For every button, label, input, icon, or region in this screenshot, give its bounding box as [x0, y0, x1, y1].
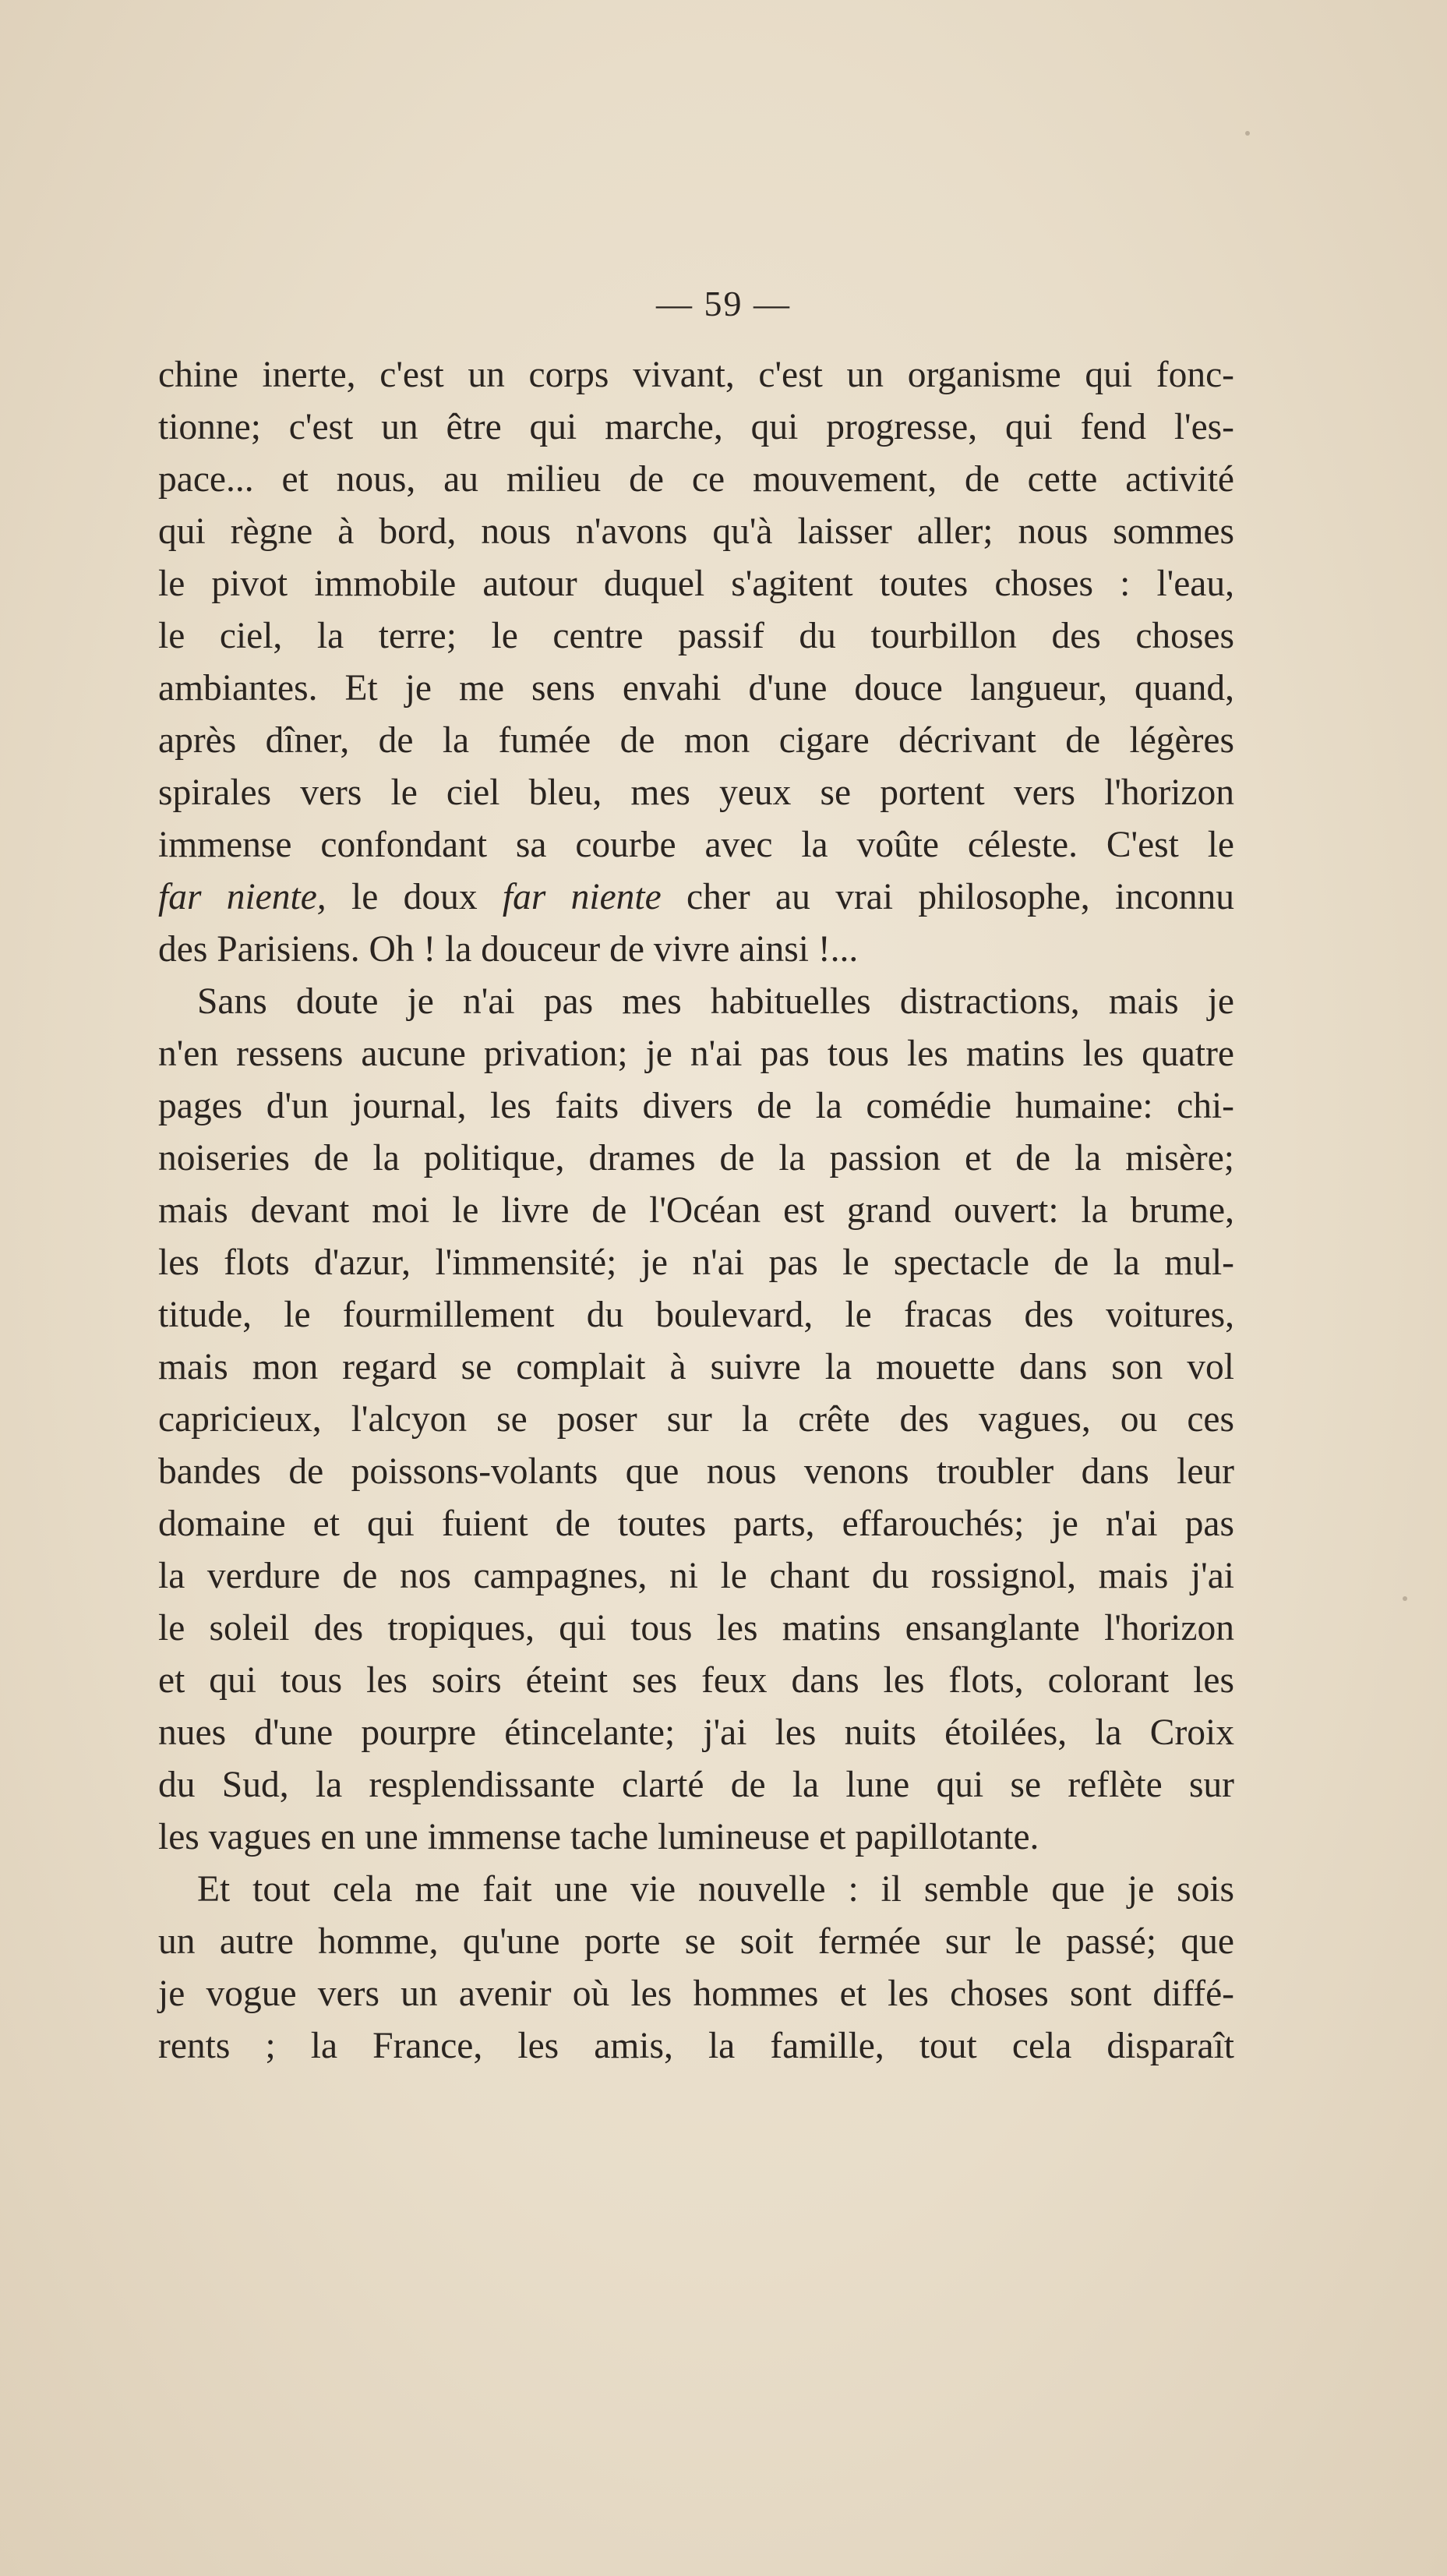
text-line: capricieux, l'alcyon se poser sur la crête des vagues, ou ces: [158, 1399, 1234, 1440]
body-text: [158, 349, 1234, 2072]
text-line: les vagues en une immense tache lumineuse et papillotante.: [158, 1817, 1039, 1857]
text-line: un autre homme, qu'une porte se soit fermée sur le passé; que: [158, 1921, 1234, 1962]
text-line: ambiantes. Et je me sens envahi d'une douce langueur, quand,: [158, 668, 1234, 708]
text-fragment: cher au vrai philosophe, inconnu: [661, 877, 1235, 917]
italic-phrase: far niente,: [158, 877, 326, 917]
text-line: spirales vers le ciel bleu, mes yeux se portent vers l'horizon: [158, 772, 1234, 813]
text-line: pace... et nous, au milieu de ce mouvement, de cette activité: [158, 459, 1234, 500]
text-line: n'en ressens aucune privation; je n'ai pas tous les matins les quatre: [158, 1034, 1234, 1074]
text-line: mais mon regard se complait à suivre la mouette dans son vol: [158, 1347, 1234, 1387]
text-line: le ciel, la terre; le centre passif du tourbillon des choses: [158, 616, 1234, 656]
paper-speck: [1403, 1596, 1407, 1601]
text-line: je vogue vers un avenir où les hommes et les choses sont diffé-: [158, 1974, 1234, 2014]
text-line: pages d'un journal, les faits divers de la comédie humaine: chi-: [158, 1086, 1234, 1126]
text-line: qui règne à bord, nous n'avons qu'à laisser aller; nous sommes: [158, 511, 1234, 552]
text-line: les flots d'azur, l'immensité; je n'ai pas le spectacle de la mul-: [158, 1242, 1234, 1283]
text-line: le pivot immobile autour duquel s'agitent toutes choses : l'eau,: [158, 564, 1234, 604]
text-line: titude, le fourmillement du boulevard, le fracas des voitures,: [158, 1295, 1234, 1335]
text-line: des Parisiens. Oh ! la douceur de vivre ainsi !...: [158, 929, 859, 970]
text-line: la verdure de nos campagnes, ni le chant du rossignol, mais j'ai: [158, 1556, 1234, 1596]
text-line: chine inerte, c'est un corps vivant, c'est un organisme qui fonc-: [158, 355, 1234, 395]
page-number: — 59 —: [656, 284, 791, 323]
italic-phrase: far niente: [502, 877, 662, 917]
paragraph-start-line: Et tout cela me fait une vie nouvelle : il semble que je sois: [197, 1869, 1234, 1910]
text-line: tionne; c'est un être qui marche, qui progresse, qui fend l'es-: [158, 407, 1234, 447]
text-line: rents ; la France, les amis, la famille, tout cela disparaît: [158, 2026, 1234, 2066]
text-line: domaine et qui fuient de toutes parts, effarouchés; je n'ai pas: [158, 1504, 1234, 1544]
text-line: [158, 871, 1234, 924]
text-line: après dîner, de la fumée de mon cigare décrivant de légères: [158, 720, 1234, 761]
text-line: du Sud, la resplendissante clarté de la lune qui se reflète sur: [158, 1765, 1234, 1805]
text-line: nues d'une pourpre étincelante; j'ai les nuits étoilées, la Croix: [158, 1712, 1234, 1753]
text-line: immense confondant sa courbe avec la voûte céleste. C'est le: [158, 825, 1234, 865]
text-fragment: le doux: [326, 877, 503, 917]
text-line: noiseries de la politique, drames de la passion et de la misère;: [158, 1138, 1234, 1178]
text-line: le soleil des tropiques, qui tous les matins ensanglante l'horizon: [158, 1608, 1234, 1648]
paper-speck: [1245, 131, 1250, 136]
text-line: mais devant moi le livre de l'Océan est grand ouvert: la brume,: [158, 1190, 1234, 1231]
text-line: bandes de poissons-volants que nous venons troubler dans leur: [158, 1451, 1234, 1492]
paragraph-start-line: Sans doute je n'ai pas mes habituelles distractions, mais je: [197, 981, 1234, 1022]
text-line: et qui tous les soirs éteint ses feux dans les flots, colorant les: [158, 1660, 1234, 1701]
